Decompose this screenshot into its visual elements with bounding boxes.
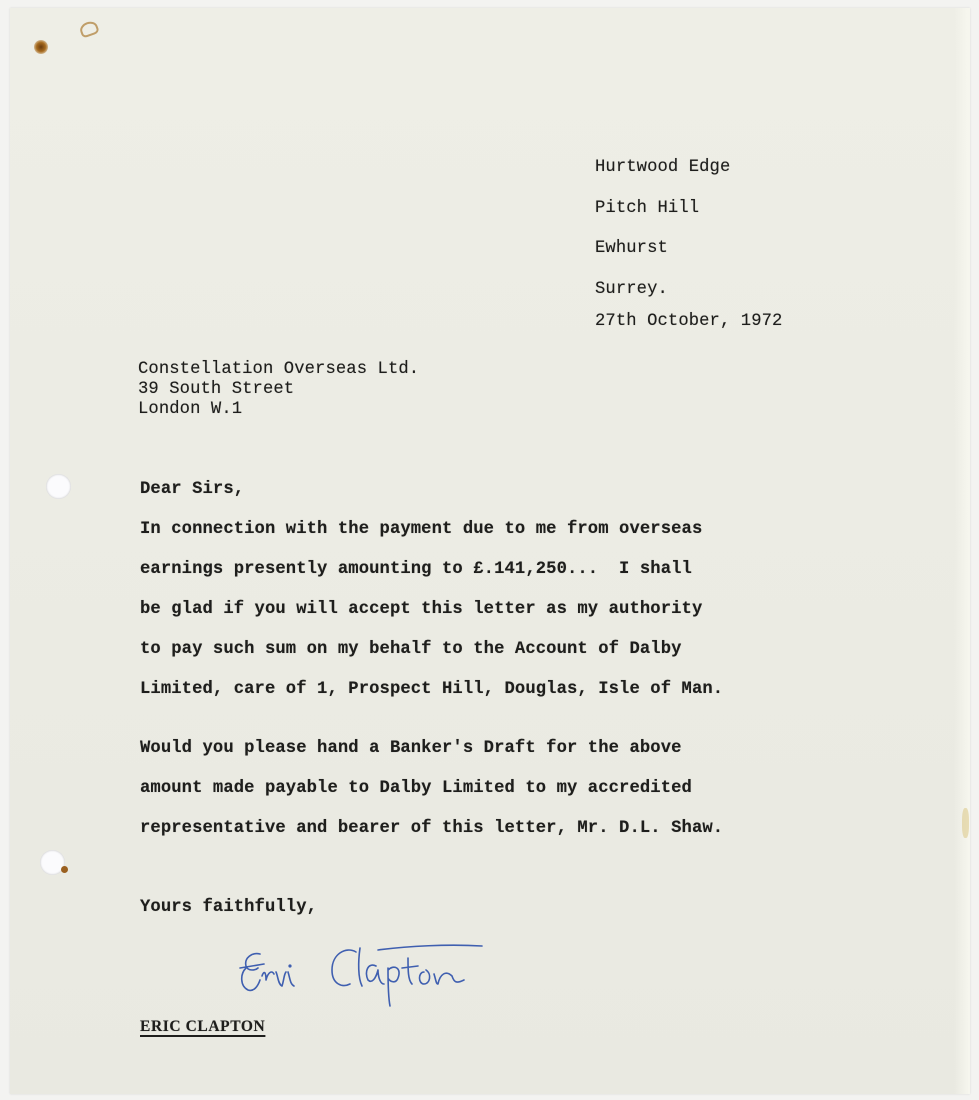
body-line: representative and bearer of this letter, Mr. D.L. Shaw. <box>140 819 724 838</box>
body-line: be glad if you will accept this letter as my authority <box>140 600 703 619</box>
body-line: to pay such sum on my behalf to the Account of Dalby <box>140 640 682 659</box>
closing: Yours faithfully, <box>140 898 318 917</box>
rust-stain <box>34 40 48 54</box>
typed-signatory-name: ERIC CLAPTON <box>140 1018 266 1035</box>
body-line: earnings presently amounting to £.141,250... I shall <box>140 560 692 579</box>
salutation: Dear Sirs, <box>140 480 245 499</box>
recipient-address-line: 39 South Street <box>138 380 295 399</box>
letter-date: 27th October, 1972 <box>595 312 783 331</box>
recipient-address-line: London W.1 <box>138 400 243 419</box>
sender-address-line: Hurtwood Edge <box>595 158 731 177</box>
letter-paper <box>10 8 970 1094</box>
body-line: In connection with the payment due to me from overseas <box>140 520 703 539</box>
body-line: amount made payable to Dalby Limited to my accredited <box>140 779 692 798</box>
hole-stain <box>61 866 68 873</box>
punch-hole-top <box>46 474 71 499</box>
body-line: Would you please hand a Banker's Draft for the above <box>140 739 682 758</box>
sender-address-line: Ewhurst <box>595 239 668 258</box>
sender-address-line: Surrey. <box>595 280 668 299</box>
edge-stain <box>962 808 969 838</box>
body-line: Limited, care of 1, Prospect Hill, Douglas, Isle of Man. <box>140 680 724 699</box>
recipient-address-line: Constellation Overseas Ltd. <box>138 360 420 379</box>
handwritten-signature <box>238 940 488 1010</box>
sender-address-line: Pitch Hill <box>595 199 700 218</box>
